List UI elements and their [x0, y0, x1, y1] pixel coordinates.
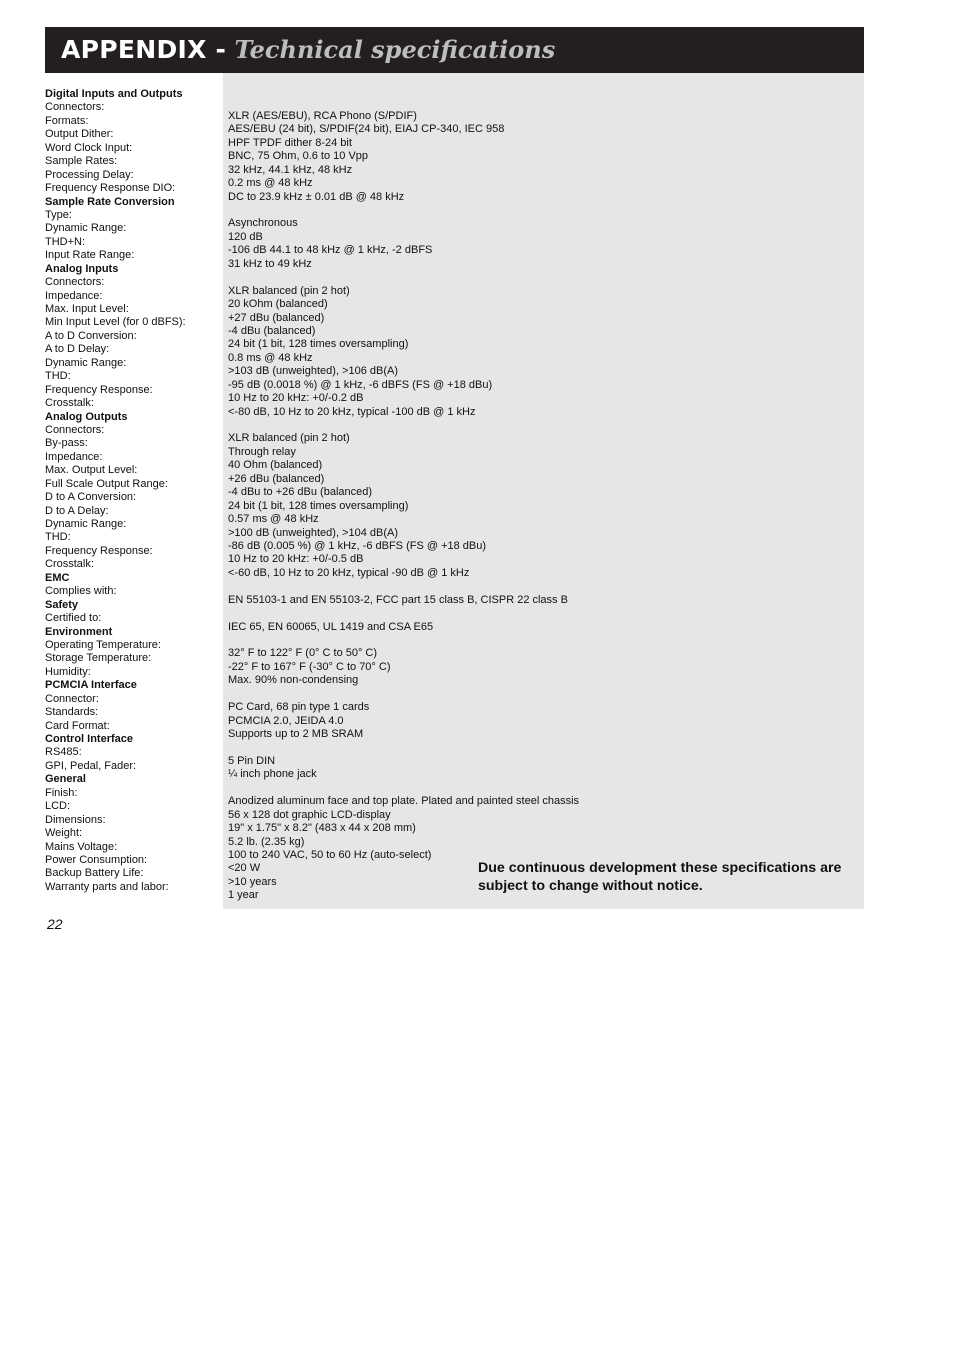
- spec-section-heading: [45, 626, 605, 639]
- spec-value: >103 dB (unweighted), >106 dB(A): [228, 365, 399, 378]
- spec-label: Dynamic Range:: [45, 356, 127, 369]
- spec-label: Warranty parts and labor:: [45, 880, 169, 893]
- spec-section-heading: [45, 599, 605, 612]
- spec-value: 40 Ohm (balanced): [228, 459, 323, 472]
- spec-value: 32 kHz, 44.1 kHz, 48 kHz: [228, 163, 353, 176]
- spec-value: XLR balanced (pin 2 hot): [228, 432, 350, 445]
- spec-value: PCMCIA 2.0, JEIDA 4.0: [228, 714, 344, 727]
- spec-value: PC Card, 68 pin type 1 cards: [228, 701, 370, 714]
- spec-label: Impedance:: [45, 450, 103, 463]
- spec-value: Supports up to 2 MB SRAM: [228, 728, 364, 741]
- spec-value: 19" x 1.75" x 8.2" (483 x 44 x 208 mm): [228, 822, 416, 835]
- spec-value: <-80 dB, 10 Hz to 20 kHz, typical -100 dB @ 1 kHz: [228, 405, 476, 418]
- section-title: Analog Inputs: [45, 262, 119, 275]
- spec-label: Connector:: [45, 692, 99, 705]
- spec-label: Word Clock Input:: [45, 141, 133, 154]
- spec-value: 24 bit (1 bit, 128 times oversampling): [228, 338, 409, 351]
- spec-label: THD:: [45, 370, 71, 383]
- spec-value: HPF TPDF dither 8-24 bit: [228, 136, 352, 149]
- spec-label: Crosstalk:: [45, 397, 94, 410]
- spec-label: Input Rate Range:: [45, 249, 135, 262]
- section-title: Control Interface: [45, 733, 134, 745]
- spec-label: Standards:: [45, 706, 99, 719]
- spec-value: +27 dBu (balanced): [228, 311, 325, 324]
- spec-label: Weight:: [45, 827, 83, 840]
- spec-value: Max. 90% non-condensing: [228, 674, 359, 687]
- spec-label: Frequency Response:: [45, 383, 153, 396]
- spec-value: Anodized aluminum face and top plate. Plated and painted steel chassis: [228, 795, 580, 808]
- page-header: [45, 27, 864, 73]
- spec-label: By-pass:: [45, 437, 88, 450]
- spec-value: XLR balanced (pin 2 hot): [228, 284, 350, 297]
- spec-value: XLR (AES/EBU), RCA Phono (S/PDIF): [228, 109, 417, 122]
- spec-label: Complies with:: [45, 585, 117, 598]
- spec-label: Connectors:: [45, 276, 105, 289]
- section-title: Analog Outputs: [45, 410, 128, 423]
- spec-section-heading: [45, 572, 605, 585]
- spec-label: Crosstalk:: [45, 558, 94, 571]
- spec-section-heading: [45, 88, 605, 101]
- spec-label: GPI, Pedal, Fader:: [45, 759, 137, 772]
- spec-value: 0.8 ms @ 48 kHz: [228, 351, 313, 364]
- spec-label: Dynamic Range:: [45, 518, 127, 530]
- spec-value: -4 dBu to +26 dBu (balanced): [228, 486, 373, 499]
- spec-label: THD:: [45, 531, 71, 544]
- spec-value: 10 Hz to 20 kHz: +0/-0.2 dB: [228, 392, 364, 405]
- spec-label: Humidity:: [45, 665, 91, 678]
- spec-value: -86 dB (0.005 %) @ 1 kHz, -6 dBFS (FS @ +18 dBu): [228, 539, 487, 552]
- section-title: PCMCIA Interface: [45, 679, 137, 692]
- spec-label: A to D Delay:: [45, 343, 110, 356]
- spec-label: Sample Rates:: [45, 155, 118, 168]
- spec-value: -22° F to 167° F (-30° C to 70° C): [228, 660, 391, 673]
- spec-label: Card Format:: [45, 719, 110, 732]
- spec-label: Frequency Response DIO:: [45, 182, 176, 195]
- spec-label: LCD:: [45, 800, 71, 813]
- spec-label: Frequency Response:: [45, 544, 153, 557]
- spec-label: Full Scale Output Range:: [45, 477, 168, 490]
- spec-label: Output Dither:: [45, 128, 114, 141]
- spec-section-heading: [45, 263, 605, 276]
- spec-section-heading: [45, 733, 605, 746]
- title-subtitle: Technical specifications: [234, 35, 556, 64]
- spec-label: Finish:: [45, 786, 78, 799]
- spec-label: Dynamic Range:: [45, 222, 127, 235]
- spec-value: <20 W: [228, 862, 261, 875]
- disclaimer-note: Due continuous development these specifications are subject to change without notice.: [478, 860, 842, 894]
- spec-value: -95 dB (0.0018 %) @ 1 kHz, -6 dBFS (FS @ +18 dBu): [228, 378, 493, 391]
- spec-value: 120 dB: [228, 230, 263, 243]
- spec-label: Dimensions:: [45, 813, 106, 826]
- title-main: APPENDIX: [61, 35, 207, 64]
- title-separator: -: [206, 35, 235, 64]
- spec-value: 100 to 240 VAC, 50 to 60 Hz (auto-select): [228, 849, 432, 861]
- section-title: General: [45, 773, 86, 786]
- section-title: Safety: [45, 598, 79, 611]
- spec-label: Processing Delay:: [45, 168, 134, 181]
- spec-value: >10 years: [228, 875, 277, 888]
- spec-section-heading: [45, 196, 605, 209]
- spec-value: BNC, 75 Ohm, 0.6 to 10 Vpp: [228, 150, 369, 163]
- spec-value: 5 Pin DIN: [228, 754, 276, 767]
- spec-section-heading: [45, 679, 605, 692]
- spec-value: 0.2 ms @ 48 kHz: [228, 177, 313, 190]
- spec-label: Connectors:: [45, 423, 105, 436]
- spec-value: AES/EBU (24 bit), S/PDIF(24 bit), EIAJ CP-340, IEC 958: [228, 123, 505, 136]
- section-title: Sample Rate Conversion: [45, 195, 175, 208]
- spec-label: Min Input Level (for 0 dBFS):: [45, 316, 186, 329]
- spec-section-heading: [45, 411, 605, 424]
- spec-label: Type:: [45, 208, 72, 221]
- spec-value: 24 bit (1 bit, 128 times oversampling): [228, 499, 409, 512]
- spec-value: -106 dB 44.1 to 48 kHz @ 1 kHz, -2 dBFS: [228, 244, 433, 257]
- spec-section-heading: [45, 773, 605, 786]
- spec-value: 5.2 lb. (2.35 kg): [228, 835, 305, 848]
- spec-value: <-60 dB, 10 Hz to 20 kHz, typical -90 dB @ 1 kHz: [228, 566, 470, 579]
- spec-value: EN 55103-1 and EN 55103-2, FCC part 15 class B, CISPR 22 class B: [228, 593, 568, 606]
- spec-label: Impedance:: [45, 289, 103, 302]
- spec-value: DC to 23.9 kHz ± 0.01 dB @ 48 kHz: [228, 190, 405, 203]
- spec-label: Mains Voltage:: [45, 840, 118, 853]
- spec-value: 32° F to 122° F (0° C to 50° C): [228, 647, 378, 660]
- spec-label: Power Consumption:: [45, 853, 148, 866]
- spec-value: Through relay: [228, 445, 296, 458]
- spec-value: 56 x 128 dot graphic LCD-display: [228, 808, 391, 821]
- spec-label: Backup Battery Life:: [45, 867, 144, 880]
- spec-value: +26 dBu (balanced): [228, 472, 325, 485]
- page-title: [61, 35, 555, 65]
- section-title: Digital Inputs and Outputs: [45, 88, 183, 100]
- spec-label: D to A Delay:: [45, 504, 109, 517]
- spec-label: A to D Conversion:: [45, 329, 137, 342]
- page-number: 22: [47, 916, 63, 932]
- spec-value: 31 kHz to 49 kHz: [228, 257, 312, 270]
- spec-value: ¼ inch phone jack: [228, 768, 317, 781]
- spec-value: 10 Hz to 20 kHz: +0/-0.5 dB: [228, 553, 364, 566]
- spec-label: THD+N:: [45, 235, 86, 248]
- spec-table: [45, 88, 605, 902]
- spec-value: Asynchronous: [228, 217, 298, 230]
- spec-value: 20 kOhm (balanced): [228, 298, 328, 311]
- spec-value: -4 dBu (balanced): [228, 324, 316, 337]
- spec-label: Operating Temperature:: [45, 638, 161, 651]
- spec-label: RS485:: [45, 746, 82, 759]
- spec-label: Max. Input Level:: [45, 303, 129, 315]
- spec-label: Connectors:: [45, 101, 105, 114]
- spec-value: 1 year: [228, 889, 259, 902]
- spec-label: Max. Output Level:: [45, 464, 138, 477]
- section-title: Environment: [45, 625, 113, 638]
- section-title: EMC: [45, 571, 70, 584]
- spec-label: Certified to:: [45, 612, 102, 625]
- spec-label: Storage Temperature:: [45, 652, 152, 665]
- spec-label: Formats:: [45, 114, 89, 127]
- spec-value: IEC 65, EN 60065, UL 1419 and CSA E65: [228, 620, 434, 633]
- spec-value: >100 dB (unweighted), >104 dB(A): [228, 526, 399, 539]
- spec-label: D to A Conversion:: [45, 491, 137, 504]
- spec-value: 0.57 ms @ 48 kHz: [228, 513, 319, 526]
